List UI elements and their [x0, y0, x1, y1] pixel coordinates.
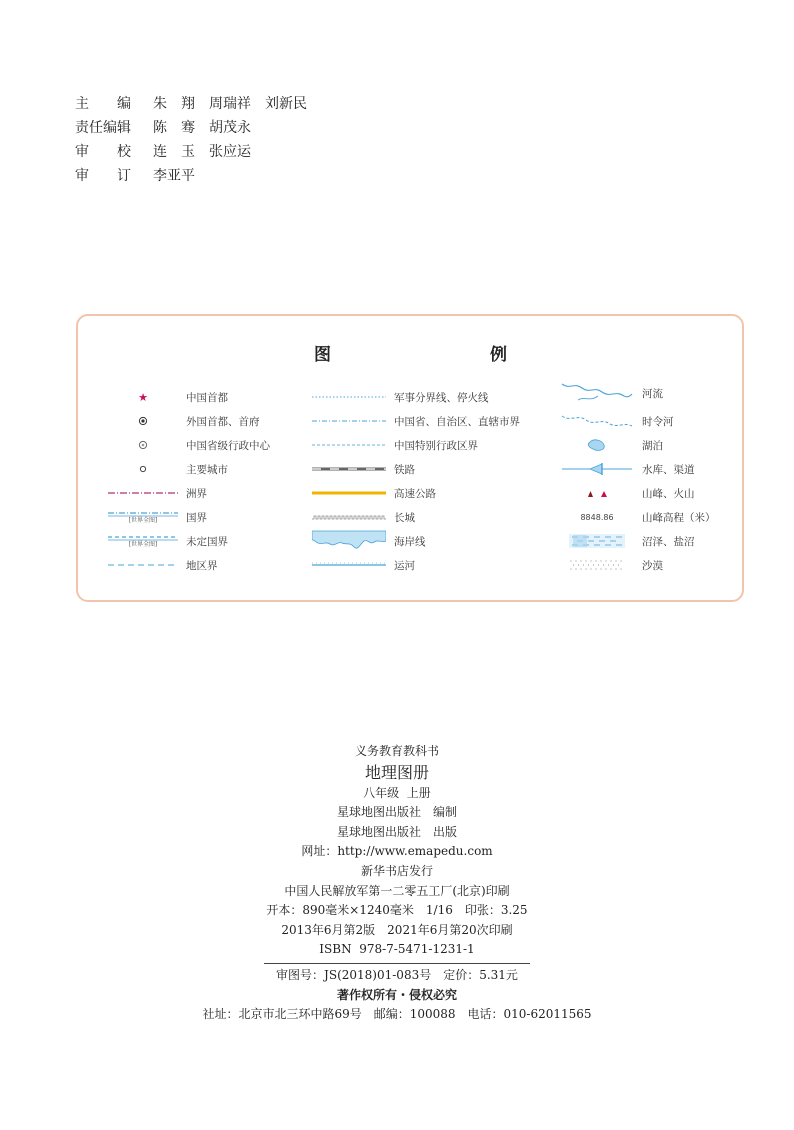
undefined-boundary-line: [104, 532, 182, 550]
canal-line: [308, 556, 390, 574]
grade-volume: 八年级 上册: [363, 785, 431, 800]
legend-item: [556, 556, 663, 574]
legend-label: 运河: [394, 559, 415, 572]
legend-title-right: 例: [490, 345, 507, 365]
great-wall-line: [308, 508, 390, 526]
reservoir-icon: [556, 460, 638, 478]
legend-item: [104, 460, 228, 478]
legend-label: 河流: [642, 387, 663, 400]
legend-label: 地区界: [186, 559, 218, 572]
legend-item: [556, 484, 695, 502]
editor-names: 陈 骞 胡茂永: [153, 120, 251, 136]
world-map-tag: [世界全图]: [128, 516, 158, 524]
railway-line: [308, 460, 390, 478]
editor-row: [75, 140, 307, 164]
legend-item: [556, 412, 674, 430]
editor-names: 连 玉 张应运: [153, 144, 251, 160]
legend-label: 外国首都、首府: [186, 415, 260, 428]
legend-label: 铁路: [394, 463, 415, 476]
legend-item: [104, 556, 218, 574]
printer: 中国人民解放军第一二零五工厂(北京)印刷: [284, 883, 510, 898]
review-price: 审图号：JS(2018)01-083号 定价：5.31元: [276, 967, 518, 982]
legend-label: 湖泊: [642, 439, 663, 452]
legend-item: [308, 460, 415, 478]
format-info: 开本：890毫米×1240毫米 1/16 印张：3.25: [266, 903, 528, 918]
province-boundary-line: [308, 412, 390, 430]
peak-volcano-icon: [556, 484, 638, 502]
legend-item: [556, 530, 695, 552]
isbn: ISBN 978-7-5471-1231-1: [319, 942, 475, 957]
red-star-icon: ★: [138, 390, 148, 404]
legend-item: [308, 436, 478, 454]
legend-item: [104, 484, 207, 502]
legend-label: 未定国界: [186, 535, 228, 548]
legend-label: 水库、渠道: [642, 463, 695, 476]
legend-item: [104, 412, 260, 430]
legend-label: 洲界: [186, 487, 207, 500]
editor-row: [75, 92, 307, 116]
swamp-icon: [556, 530, 638, 552]
legend-label: 中国省级行政中心: [186, 439, 270, 452]
expressway-line: [308, 484, 390, 502]
world-map-tag: [世界全图]: [128, 540, 158, 548]
compiler: 星球地图出版社 编制: [336, 805, 457, 820]
river-icon: [556, 380, 638, 406]
legend-label: 时令河: [642, 415, 674, 428]
dot-circle-icon: [104, 412, 182, 430]
legend-label: 山峰高程（米）: [642, 511, 716, 524]
legend-label: 沙漠: [642, 559, 663, 572]
legend-item: [104, 388, 228, 406]
editor-role: 审 校: [75, 144, 131, 160]
continent-boundary-line: [104, 484, 182, 502]
legend-label: 军事分界线、停火线: [394, 391, 489, 404]
editor-role: 主 编: [75, 96, 131, 112]
legend-label: 海岸线: [394, 535, 426, 548]
legend-label: 主要城市: [186, 463, 228, 476]
legend-label: 山峰、火山: [642, 487, 695, 500]
legend-item: [308, 484, 436, 502]
legend-item: [308, 528, 426, 554]
colophon: [0, 742, 794, 1025]
editor-role: 责任编辑: [75, 120, 131, 136]
website: 网址：http://www.emapedu.com: [301, 844, 493, 859]
legend-item: [308, 388, 489, 406]
sar-boundary-line: [308, 436, 390, 454]
legend-title-left: 图: [314, 345, 331, 365]
book-title: 地理图册: [364, 762, 429, 782]
coastline-shape: [308, 528, 390, 554]
editor-row: [75, 116, 307, 140]
ceasefire-line: [308, 388, 390, 406]
desert-icon: [556, 556, 638, 574]
edition-info: 2013年6月第2版 2021年6月第20次印刷: [281, 922, 513, 937]
legend-label: 长城: [394, 511, 415, 524]
elevation-value: 8848.86: [580, 512, 614, 522]
legend-item: [308, 412, 520, 430]
legend-item: [556, 380, 663, 406]
legend-item: [556, 436, 663, 454]
ring-dot-icon: [104, 436, 182, 454]
legend-item: [308, 556, 415, 574]
divider: [264, 963, 530, 964]
legend-label: 中国首都: [186, 391, 228, 404]
editor-names: 李亚平: [153, 168, 195, 184]
region-boundary-line: [104, 556, 182, 574]
small-circle-icon: [104, 460, 182, 478]
elevation-sample: [556, 508, 638, 526]
legend-item: [104, 508, 207, 526]
publisher: 星球地图出版社 出版: [336, 824, 457, 839]
legend-item: [308, 508, 415, 526]
legend-label: 高速公路: [394, 487, 436, 500]
legend-item: [104, 532, 228, 550]
national-boundary-line: [104, 508, 182, 526]
address: 社址：北京市北三环中路69号 邮编：100088 电话：010-62011565: [202, 1007, 592, 1022]
editor-role: 审 订: [75, 168, 131, 184]
series-name: 义务教育教科书: [354, 744, 439, 758]
legend-label: 中国特别行政区界: [394, 439, 478, 452]
map-legend: [76, 314, 744, 602]
lake-icon: [556, 436, 638, 454]
legend-item: [556, 460, 695, 478]
seasonal-river-icon: [556, 412, 638, 430]
legend-item: [104, 436, 270, 454]
legend-label: 国界: [186, 511, 207, 524]
editor-credits: [75, 92, 307, 188]
legend-label: 中国省、自治区、直辖市界: [394, 415, 520, 428]
editor-row: [75, 164, 307, 188]
distributor: 新华书店发行: [360, 863, 433, 878]
copyright-notice: 著作权所有・侵权必究: [336, 987, 457, 1002]
legend-label: 沼泽、盐沼: [642, 535, 695, 548]
editor-names: 朱 翔 周瑞祥 刘新民: [153, 96, 307, 112]
legend-item: [556, 508, 716, 526]
